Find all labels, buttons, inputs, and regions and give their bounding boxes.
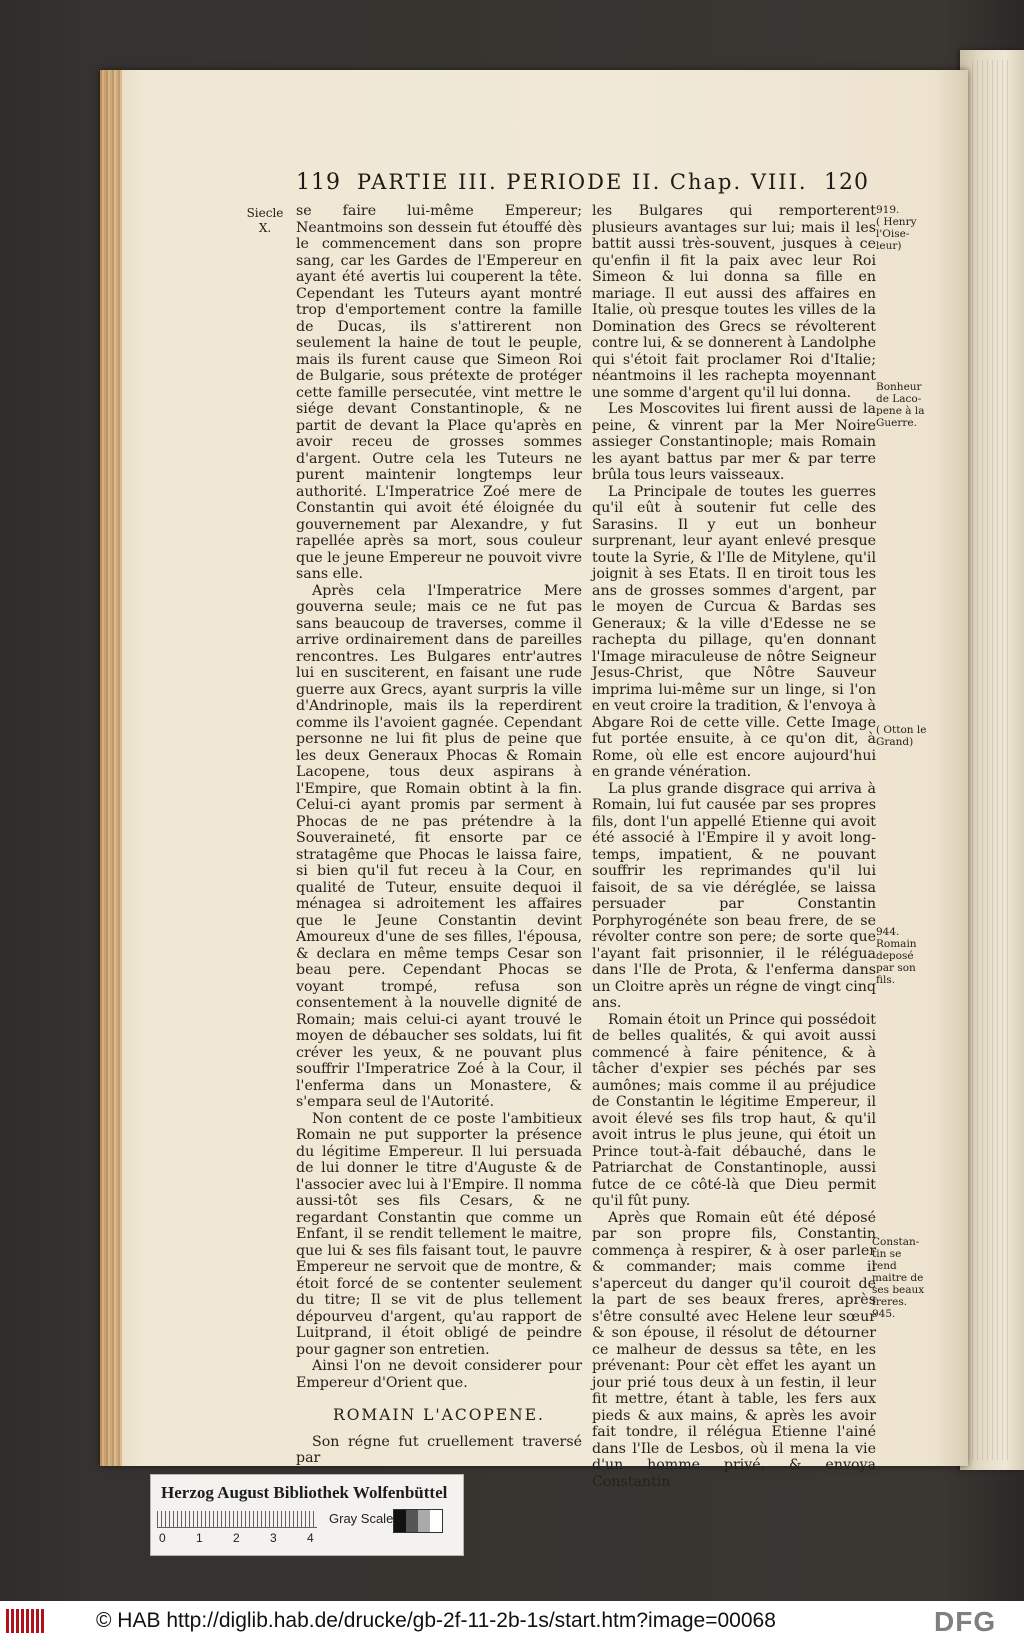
paragraph: La plus grande disgrace qui arriva à Romain, lui fut causée par ses propres fils, dont l'un appellé Etienne qui avoit été associé à l'Empire il y avoit long-temps, impatient, & ne pouvant souffrir les reprimandes qu'il lui faisoit, de sa vie déréglée, se laissa persuader par Constantin Porphyrogénéte son beau frere, de se révolter contre son pere; de sorte que l'ayant fait prisonnier, il le rélégua dans l'Ile de Prota, & l'enferma dans un Cloitre après un régne de vingt cinq ans. xyxy=(592,780,876,1011)
page-number-right: 120 xyxy=(824,170,869,195)
library-name: Herzog August Bibliothek Wolfenbüttel xyxy=(161,1483,448,1502)
paragraph: Son régne fut cruellement traversé par xyxy=(296,1433,582,1466)
paragraph: Non content de ce poste l'ambitieux Romain ne put supporter la présence du légitime Empereur. Il lui persuada de lui donner le titre d'Auguste & de l'associer avec lui à l'Empire. Il nomma aussi-tôt ses fils Cesars, & ne regardant Constantin que comme un Enfant, il se rendit tellement le maitre, que lui & ses fils faisant tout, le pauvre Empereur ne servoit que de montre, & étoit forcé de se contenter seulement du titre; Il se vit de plus tellement dépourveu d'argent, qu'au rapport de Luitprand, il étoit obligé de peindre pour gagner son entretien. xyxy=(296,1110,582,1358)
margin-note-919: 919. ( Henry l'Oise- leur) xyxy=(876,204,917,252)
margin-note-944: 944. Romain deposé par son fils. xyxy=(876,926,917,986)
left-column xyxy=(296,203,582,1467)
ruler-number: 1 xyxy=(196,1531,203,1545)
margin-note-bonheur: Bonheur de Laco- pene à la Guerre. xyxy=(876,381,925,429)
library-color-card xyxy=(150,1474,464,1556)
ruler-number: 4 xyxy=(307,1531,314,1545)
ruler-number: 2 xyxy=(233,1531,240,1545)
margin-note-siecle: Siecle X. xyxy=(246,206,284,235)
paragraph: Ainsi l'on ne devoit considerer pour Empereur d'Orient que. xyxy=(296,1358,582,1391)
gray-scale-swatches xyxy=(393,1509,443,1533)
source-link[interactable]: © HAB http://diglib.hab.de/drucke/gb-2f-11-2b-1s/start.htm?image=00068 xyxy=(96,1609,776,1632)
page-gutter xyxy=(100,70,122,1466)
section-heading: ROMAIN L'ACOPENE. xyxy=(333,1406,545,1424)
page-number-left: 119 xyxy=(296,170,341,195)
footer-bar xyxy=(0,1601,1024,1641)
margin-note-constantin: Constan- tin se rend maitre de ses beaux freres. 945. xyxy=(872,1236,925,1320)
running-title: PARTIE III. PERIODE II. Chap. VIII. xyxy=(357,170,808,194)
paragraph: se faire lui-même Empereur; Neantmoins son dessein fut étouffé dès le commencement dans son propre sang, car les Gardes de l'Empereur en ayant été avertis lui couperent la tête. Cependant les Tuteurs ayant montré trop d'emportement contre la famille de Ducas, ils s'attirerent non seulement la haine de tout le peuple, mais ils furent cause que Simeon Roi de Bulgarie, sous prétexte de protéger cette famille persecutée, vint mettre le siége devant Constantinople, & ne partit de devant la Place qu'après en avoir receu de grosses sommes d'argent. Outre cela les Tuteurs ne purent maintenir longtemps leur authorité. L'Imperatrice Zoé mere de Constantin qui avoit été éloignée du gouvernement par Alexandre, y fut rapellée après sa mort, sous couleur que le jeune Empereur ne pouvoit vivre sans elle. xyxy=(296,203,582,582)
paragraph: Romain étoit un Prince qui possédoit de belles qualités, & qui avoit aussi commencé à faire pénitence, & à tâcher d'expier ses péchés par ses aumônes; mais comme il au préjudice de Constantin le légitime Empereur, il avoit élevé ses fils trop haut, & qu'il avoit intrus le plus jeune, qui étoit un Prince tout-à-fait débauché, dans le Patriarchat de Constantinople, aussi futce de ce côté-là que Dieu permit qu'il fût puny. xyxy=(592,1011,876,1209)
right-column xyxy=(592,203,876,1490)
gray-scale-label: Gray Scale xyxy=(329,1511,394,1526)
ruler-number: 0 xyxy=(159,1531,166,1545)
paragraph: Les Moscovites lui firent aussi de la peine, & vinrent par la Mer Noire assieger Constantinople; mais Romain les ayant battus par mer & par terre brûla tous leurs vaisseaux. xyxy=(592,401,876,483)
paragraph: La Principale de toutes les guerres qu'il eût à soutenir fut celle des Sarasins. Il y eut un bonheur surprenant, leur ayant enlevé presque toute la Syrie, & l'Ile de Mitylene, qu'il joignit à ses Etats. Il en tiroit tous les ans de grosses sommes d'argent, par le moyen de Curcua & Bardas ses Generaux; & la ville d'Edesse ne se rachepta du pillage, qu'en donnant l'Image miraculeuse de nôtre Seigneur Jesus-Christ, que Nôtre Sauveur imprima lui-même sur un linge, si l'on en veut croire la tradition, & l'envoya à Abgare Roi de cette ville. Cette Image fut portée ensuite, à ce qu'on dit, à Rome, où elle est encore aujourd'hui en grande vénération. xyxy=(592,483,876,780)
paragraph: Après cela l'Imperatrice Mere gouverna seule; mais ce ne fut pas sans beaucoup de traverses, comme il arrive ordinairement dans de pareilles rencontres. Les Bulgares entr'autres lui en susciterent, en faisant une rude guerre aux Grecs, ayant surpris la ville d'Andrinople, mais ils la reperdirent comme ils l'avoient gagnée. Cependant personne ne lui fit plus de peine que les deux Generaux Phocas & Romain Lacopene, tous deux aspirans à l'Empire, que Romain obtint à la fin. Celui-ci ayant promis par serment à Phocas de ne pas prétendre à la Souveraineté, fit ensorte par ce stratagême que Phocas le laissa faire, si bien qu'il fut receu à la Cour, en qualité de Tuteur, ensuite dequoi il ménagea si adroitement les affaires que le Jeune Constantin devint Amoureux d'une de ses filles, l'épousa, & declara en même temps Cesar son beau pere. Cependant Phocas se voyant trompé, refusa son consentement à la nouvelle dignité de Romain; mais celui-ci ayant trouvé le moyen de débaucher ses soldats, lui fit créver les yeux, & ne pouvant plus souffrir l'Imperatrice Zoé à la Cour, il l'enferma dans un Monastere, & s'empara seul de l'Autorité. xyxy=(296,582,582,1110)
paragraph: les Bulgares qui remporterent plusieurs avantages sur lui; mais il les battit aussi très-souvent, jusques à ce qu'enfin il fit la paix avec leur Roi Simeon & lui donna sa fille en mariage. Il eut aussi des affaires en Italie, où presque toutes les villes de la Domination des Grecs se révolterent contre lui, & se donnerent à Landolphe qui s'étoit fait proclamer Roi d'Italie; néantmoins il les rachepta moyennant une somme d'argent qu'il lui donna. xyxy=(592,203,876,401)
scale-ruler xyxy=(157,1511,317,1528)
ruler-number: 3 xyxy=(270,1531,277,1545)
page-edge-lines xyxy=(972,60,1012,1460)
dfg-logo: DFG xyxy=(934,1606,997,1637)
hab-logo-icon xyxy=(6,1609,44,1633)
margin-note-otton: ( Otton le Grand) xyxy=(876,724,927,748)
paragraph: Après que Romain eût été déposé par son propre fils, Constantin commença à respirer, & à oser parler & commander; mais comme il s'aperceut du danger qu'il couroit de la part de ses beaux freres, après s'être consulté avec Helene leur sœur & son épouse, il résolut de détourner ce malheur de dessus sa tête, en les prévenant: Pour cèt effet les ayant un jour prié tous deux à un festin, il leur fit mettre, étant à table, les fers aux pieds & aux mains, & après les avoir fait tondre, il rélégua Etienne l'ainé dans l'Ile de Lesbos, où il mena la vie d'un homme privé, & envoya Constantin xyxy=(592,1209,876,1490)
